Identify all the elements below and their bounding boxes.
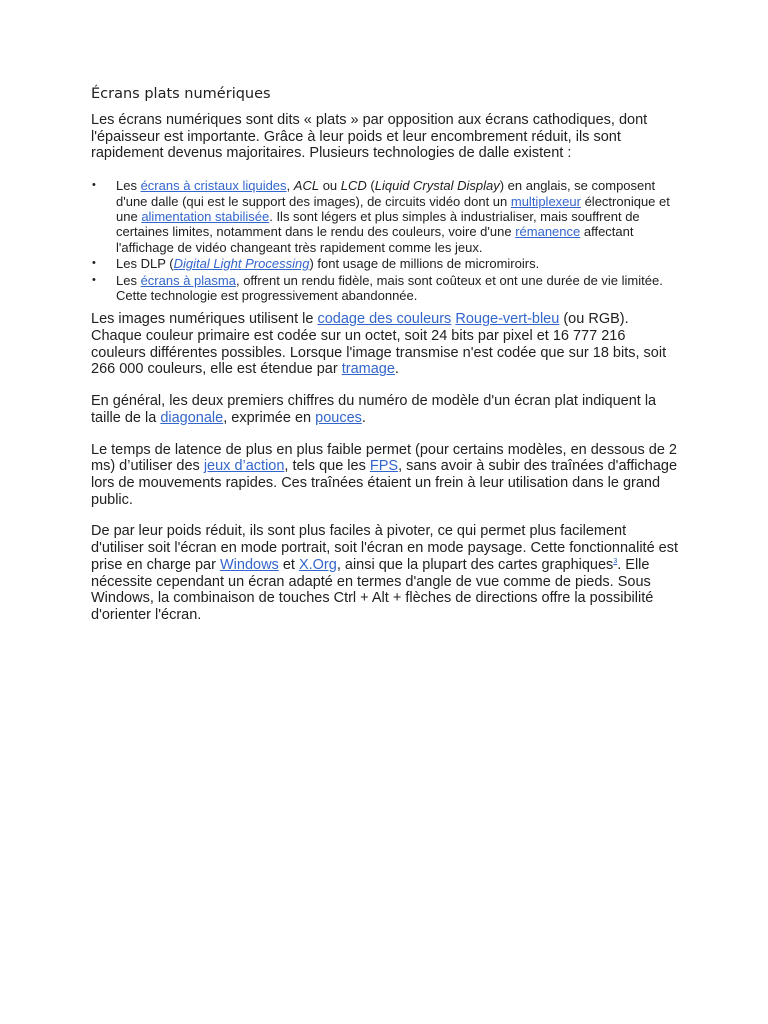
intro-paragraph: Les écrans numériques sont dits « plats » par opposition aux écrans cathodiques, dont l'épaisseur est importante. Grâce à leur poids et leur encombrement réduit, ils sont rapidement devenus majoritaires. Plusieurs technologies de dalle existent : — [91, 112, 648, 162]
link-windows[interactable]: Windows — [219, 556, 279, 573]
link-multiplexeur[interactable]: multiplexeur — [510, 193, 581, 209]
link-xorg[interactable]: X.Org — [298, 556, 337, 573]
link-digital-light-processing[interactable]: Digital Light Processing — [173, 256, 310, 272]
paragraph-rgb: Les images numériques utilisent le codage des couleurs Rouge-vert-bleu (ou RGB). Chaque couleur primaire est codée sur un octet, soit 24 bits par pixel et 16 777 216 couleurs différentes possibles. Lorsque l'image transmise n'est codée que sur 18 bits, soit 266 000 couleurs, elle est étendue par tramage. — [91, 311, 667, 378]
link-tramage[interactable]: tramage — [341, 361, 395, 378]
list-item: • Les écrans à plasma, offrent un rendu fidèle, mais sont coûteux et ont une durée de vie limitée. Cette technologie est progressivement abandonnée. — [92, 272, 663, 303]
section-title: Écrans plats numériques — [91, 86, 271, 102]
link-ecrans-plasma[interactable]: écrans à plasma — [140, 272, 236, 288]
link-remanence[interactable]: rémanence — [515, 224, 581, 240]
bullet: • — [92, 257, 96, 270]
link-jeux-daction[interactable]: jeux d’action — [203, 458, 285, 475]
technology-list — [91, 178, 681, 303]
paragraph-latency: Le temps de latence de plus en plus faible permet (pour certains modèles, en dessous de 2 ms) d’utiliser des jeux d’action, tels que les FPS, sans avoir à subir des traînées d'affichage lors de mouvements rapides. Ces traînées étaient un frein à leur utilisation dans le grand public. — [91, 441, 678, 508]
list-item: • Les DLP (Digital Light Processing) font usage de millions de micromiroirs. — [92, 256, 540, 272]
paragraph-model-number: En général, les deux premiers chiffres du numéro de modèle d'un écran plat indiquent la taille de la diagonale, exprimée en pouces. — [91, 393, 657, 426]
link-rouge-vert-bleu[interactable]: Rouge-vert-bleu — [455, 311, 560, 328]
reference-note-link[interactable]: 3 — [613, 557, 618, 565]
document — [91, 84, 681, 639]
link-codage-des-couleurs[interactable]: codage des couleurs — [317, 311, 452, 328]
link-ecrans-cristaux-liquides[interactable]: écrans à cristaux liquides — [140, 178, 287, 194]
link-diagonale[interactable]: diagonale — [160, 409, 224, 426]
bullet: • — [92, 179, 96, 192]
list-item: • Les écrans à cristaux liquides, ACL ou LCD (Liquid Crystal Display) en anglais, se composent d'une dalle (qui est le support des images), de circuits vidéo dont un multiplexeur électronique et une alimentation stabilisée. Ils sont légers et plus simples à industrialiser, mais souffrent de certaines limites, notamment dans le rendu des couleurs, voire d'une rémanence affectant l'affichage de vidéo changeant très rapidement comme les jeux. — [92, 178, 670, 255]
link-fps[interactable]: FPS — [369, 458, 399, 475]
link-alimentation-stabilisee[interactable]: alimentation stabilisée — [141, 208, 270, 224]
link-pouces[interactable]: pouces — [315, 409, 362, 426]
bullet: • — [92, 273, 96, 286]
paragraph-rotation: De par leur poids réduit, ils sont plus faciles à pivoter, ce qui permet plus facilement d'utiliser soit l'écran en mode portrait, soit l'écran en mode paysage. Cette fonctionnalité est prise en charge par Windows et X.Org, ainsi que la plupart des cartes graphiques$^3$. Elle nécessite cependant un écran adapté en termes d'angle de vue comme de pieds. Sous Windows, la combinaison de touches Ctrl + Alt + flèches de directions offre la possibilité d'orienter l'écran. — [91, 523, 679, 623]
